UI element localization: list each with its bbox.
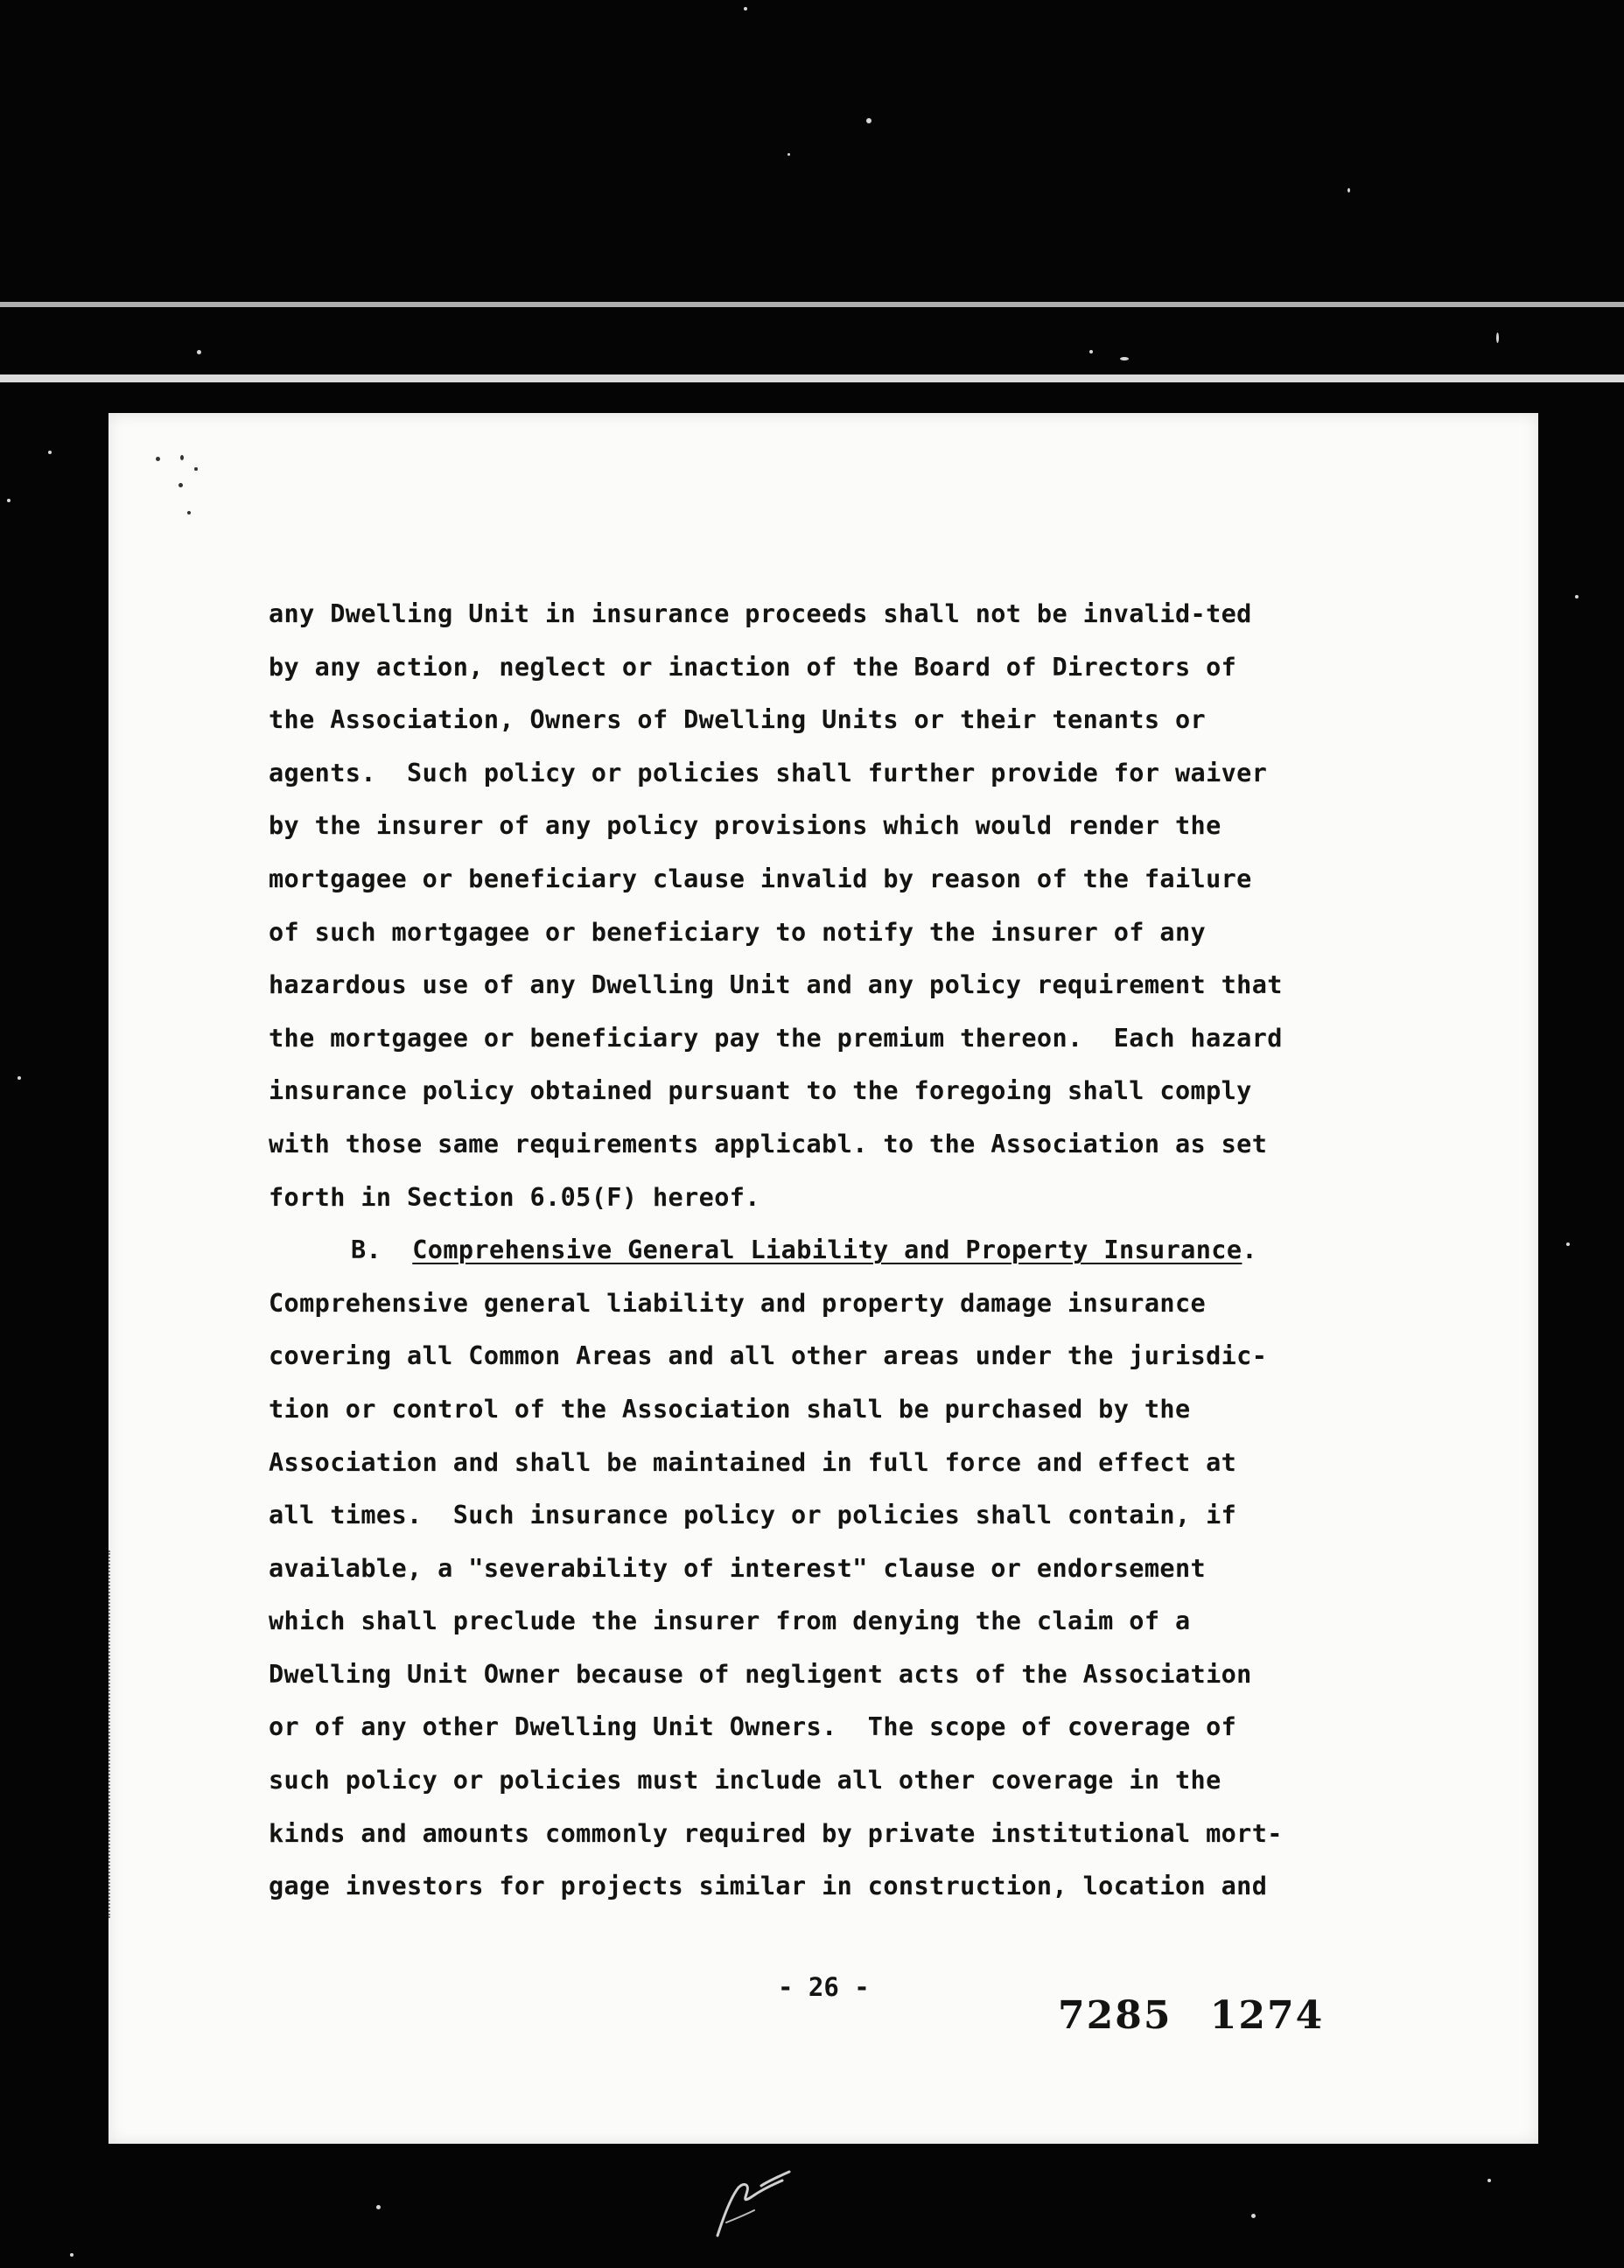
text-line: agents. Such policy or policies shall further provide for waiver (269, 758, 1268, 788)
scan-speck (1120, 357, 1129, 360)
scan-speck (744, 7, 747, 10)
text-line: mortgagee or beneficiary clause invalid by reason of the failure (269, 864, 1252, 893)
text-line: by the insurer of any policy provisions which would render the (269, 811, 1222, 841)
text-line: Dwelling Unit Owner because of negligent acts of the Association (269, 1659, 1252, 1689)
record-stamp: 7285 1274 (1058, 1993, 1325, 2038)
scan-line (0, 374, 1624, 382)
section-b-label: B. (351, 1236, 382, 1265)
text-line: kinds and amounts commonly required by private institutional mort- (269, 1818, 1283, 1848)
handwritten-mark-icon (709, 2161, 805, 2240)
scan-speck (48, 451, 52, 454)
text-line: all times. Such insurance policy or policies shall contain, if (269, 1501, 1237, 1530)
text-line: such policy or policies must include all other coverage in the (269, 1766, 1222, 1796)
text-line: available, a "severability of interest" clause or endorsement (269, 1553, 1207, 1583)
scan-speck (18, 1076, 21, 1080)
scan-speck (70, 2253, 74, 2257)
page-speck (156, 457, 160, 461)
text-line: tion or control of the Association shall be purchased by the (269, 1394, 1191, 1424)
scan-speck (1566, 1242, 1570, 1246)
scan-speck (866, 118, 872, 123)
text-line: covering all Common Areas and all other areas under the jurisdic- (269, 1341, 1268, 1371)
text-line: by any action, neglect or inaction of the Board of Directors of (269, 652, 1237, 682)
page-speck (194, 467, 198, 471)
page-edge-artifact (108, 1550, 117, 1918)
text-line: of such mortgagee or beneficiary to notify the insurer of any (269, 917, 1207, 947)
scan-speck (197, 350, 201, 354)
text-line: gage investors for projects similar in construction, location and (269, 1872, 1268, 1901)
scan-speck (7, 499, 10, 502)
section-b-heading: Comprehensive General Liability and Property Insurance (412, 1236, 1242, 1265)
scan-speck (1496, 332, 1499, 343)
page-speck (180, 455, 184, 460)
section-b-heading-end: . (1242, 1236, 1257, 1265)
scan-speck (376, 2205, 381, 2209)
scan-speck (1575, 595, 1578, 598)
text-line: which shall preclude the insurer from denying the claim of a (269, 1606, 1191, 1636)
scan-speck (1089, 350, 1093, 354)
scan-speck (788, 153, 790, 156)
text-line: or of any other Dwelling Unit Owners. The scope of coverage of (269, 1712, 1237, 1742)
text-line: hazardous use of any Dwelling Unit and any policy requirement that (269, 970, 1283, 1000)
text-line: with those same requirements applicabl. to the Association as set (269, 1129, 1268, 1158)
body-text (269, 588, 1494, 1914)
text-line: insurance policy obtained pursuant to the foregoing shall comply (269, 1076, 1252, 1106)
text-line: the mortgagee or beneficiary pay the premium thereon. Each hazard (269, 1023, 1283, 1053)
text-line: Association and shall be maintained in full force and effect at (269, 1447, 1237, 1477)
section-b-heading-line (269, 1224, 1494, 1278)
document-page (108, 413, 1538, 2144)
text-line: the Association, Owners of Dwelling Units or their tenants or (269, 705, 1207, 735)
page-number: - 26 - (778, 1972, 870, 2002)
scan-speck (1348, 188, 1350, 192)
text-line: any Dwelling Unit in insurance proceeds shall not be invalid-ted (269, 599, 1252, 628)
scan-line (0, 302, 1624, 307)
page-speck (178, 483, 183, 487)
scan-speck (1488, 2179, 1491, 2182)
scan-speck (1251, 2214, 1256, 2218)
text-line: forth in Section 6.05(F) hereof. (269, 1182, 760, 1212)
text-line: Comprehensive general liability and property damage insurance (269, 1288, 1207, 1318)
page-speck (187, 511, 191, 514)
